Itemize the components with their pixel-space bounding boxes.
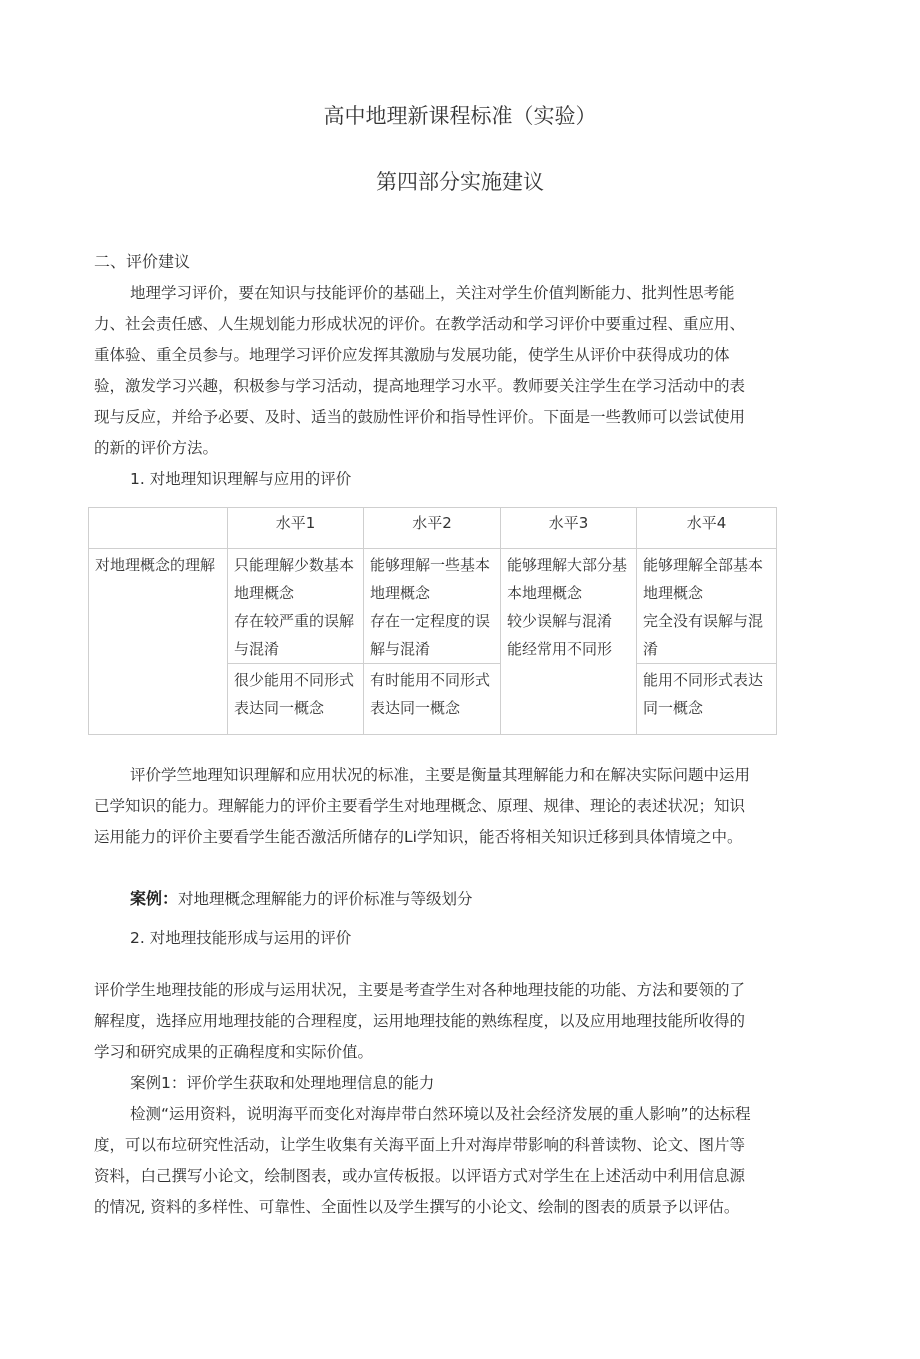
skills-paragraph: 评价学生地理技能的形成与运用状况，主要是考查学生对各种地理技能的功能、方法和要领的了解程度，选择应用地理技能的合理程度，运用地理技能的熟练程度，以及应用地理技能所收得的学习和研究成果的正确程度和实际价值。 xyxy=(94,981,746,1061)
document-subtitle: 第四部分实施建议 xyxy=(376,170,544,194)
cell-text: 能经常用不同形 xyxy=(507,640,613,658)
cell-text: 能够理解一些基本 地理概念 xyxy=(370,556,491,602)
item-1-heading: 1. 对地理知识理解与应用的评价 xyxy=(130,470,352,488)
cell-text: 有时能用不同形式 表达同一概念 xyxy=(370,671,491,717)
cell-text: 存在一定程度的误 解与混淆 xyxy=(370,612,491,658)
case-line xyxy=(130,888,473,910)
table-header-cell: 水平1 xyxy=(228,508,364,549)
cell-text: 能够理解全部基本 地理概念 xyxy=(643,556,764,602)
table-header-cell: 水平2 xyxy=(364,508,501,549)
cell-text: 完全没有误解与混 淆 xyxy=(643,612,764,658)
level3-cell xyxy=(501,549,637,735)
level1-cell-b xyxy=(228,664,364,735)
table-header-row xyxy=(89,508,777,549)
cell-text: 较少误解与混淆 xyxy=(507,612,613,630)
cell-text: 存在较严重的误解 与混淆 xyxy=(234,612,355,658)
table-corner-cell xyxy=(89,508,228,549)
table-row xyxy=(89,549,777,664)
document-title: 高中地理新课程标准（实验） xyxy=(323,104,597,128)
level4-cell-b xyxy=(637,664,777,735)
table-header-cell: 水平3 xyxy=(501,508,637,549)
row-label-cell xyxy=(89,549,228,735)
case-1-paragraph: 检测“运用资料，说明海平而变化对海岸带白然环境以及社会经济发展的重人影响”的达标程度，可以布垃研究性活动，让学生收集有关海平面上升对海岸带影响的科普读物、论文、图片等资料，白己撰写小论文，绘制图表，或办宣传板报。以评语方式对学生在上述活动中利用信息源的情况, 资料的多样性、可靠性、全面性以及学生撰写的小论文、绘制的图表的质景予以评估。 xyxy=(94,1105,751,1216)
cell-text: 只能理解少数基本 地理概念 xyxy=(234,556,355,602)
section-heading: 二、评价建议 xyxy=(94,252,191,271)
cell-text: 能用不同形式表达 同一概念 xyxy=(643,671,764,717)
level1-cell-a xyxy=(228,549,364,664)
cell-text: 能够理解大部分基 本地理概念 xyxy=(507,556,628,602)
cell-text: 很少能用不同形式 表达同一概念 xyxy=(234,671,355,717)
evaluation-table xyxy=(88,507,777,735)
row-label: 对地理概念的理解 xyxy=(95,556,216,574)
case-label: 案例： xyxy=(130,889,179,908)
standards-paragraph: 评价学竺地理知识理解和应用状况的标准，主要是衡量其理解能力和在解决实际问题中运用已学知识的能力。理解能力的评价主要看学生对地理概念、原理、规律、理论的表述状况；知识运用能力的评价主要看学生能否激活所储存的Li学知识，能否将相关知识迁移到具体情境之中。 xyxy=(94,766,751,846)
case-text: 对地理概念理解能力的评价标准与等级划分 xyxy=(178,890,473,908)
table-header-cell: 水平4 xyxy=(637,508,777,549)
intro-paragraph: 地理学习评价，要在知识与技能评价的基础上，关注对学生价值判断能力、批判性思考能力、社会责任感、人生规划能力形成状况的评价。在教学活动和学习评价中要重过程、重应用、重体验、重全员参与。地理学习评价应发挥其激励与发展功能，使学生从评价中获得成功的体验，激发学习兴趣，积极参与学习活动，提高地理学习水平。教师要关注学生在学习活动中的表现与反应，并给予必要、及时、适当的鼓励性评价和指导性评价。下面是一些教师可以尝试使用的新的评价方法。 xyxy=(94,284,746,457)
item-2-heading: 2. 对地理技能形成与运用的评价 xyxy=(130,929,352,947)
level2-cell-a xyxy=(364,549,501,664)
level4-cell-a xyxy=(637,549,777,664)
case-1-heading: 案例1：评价学生获取和处理地理信息的能力 xyxy=(130,1074,435,1092)
level2-cell-b xyxy=(364,664,501,735)
